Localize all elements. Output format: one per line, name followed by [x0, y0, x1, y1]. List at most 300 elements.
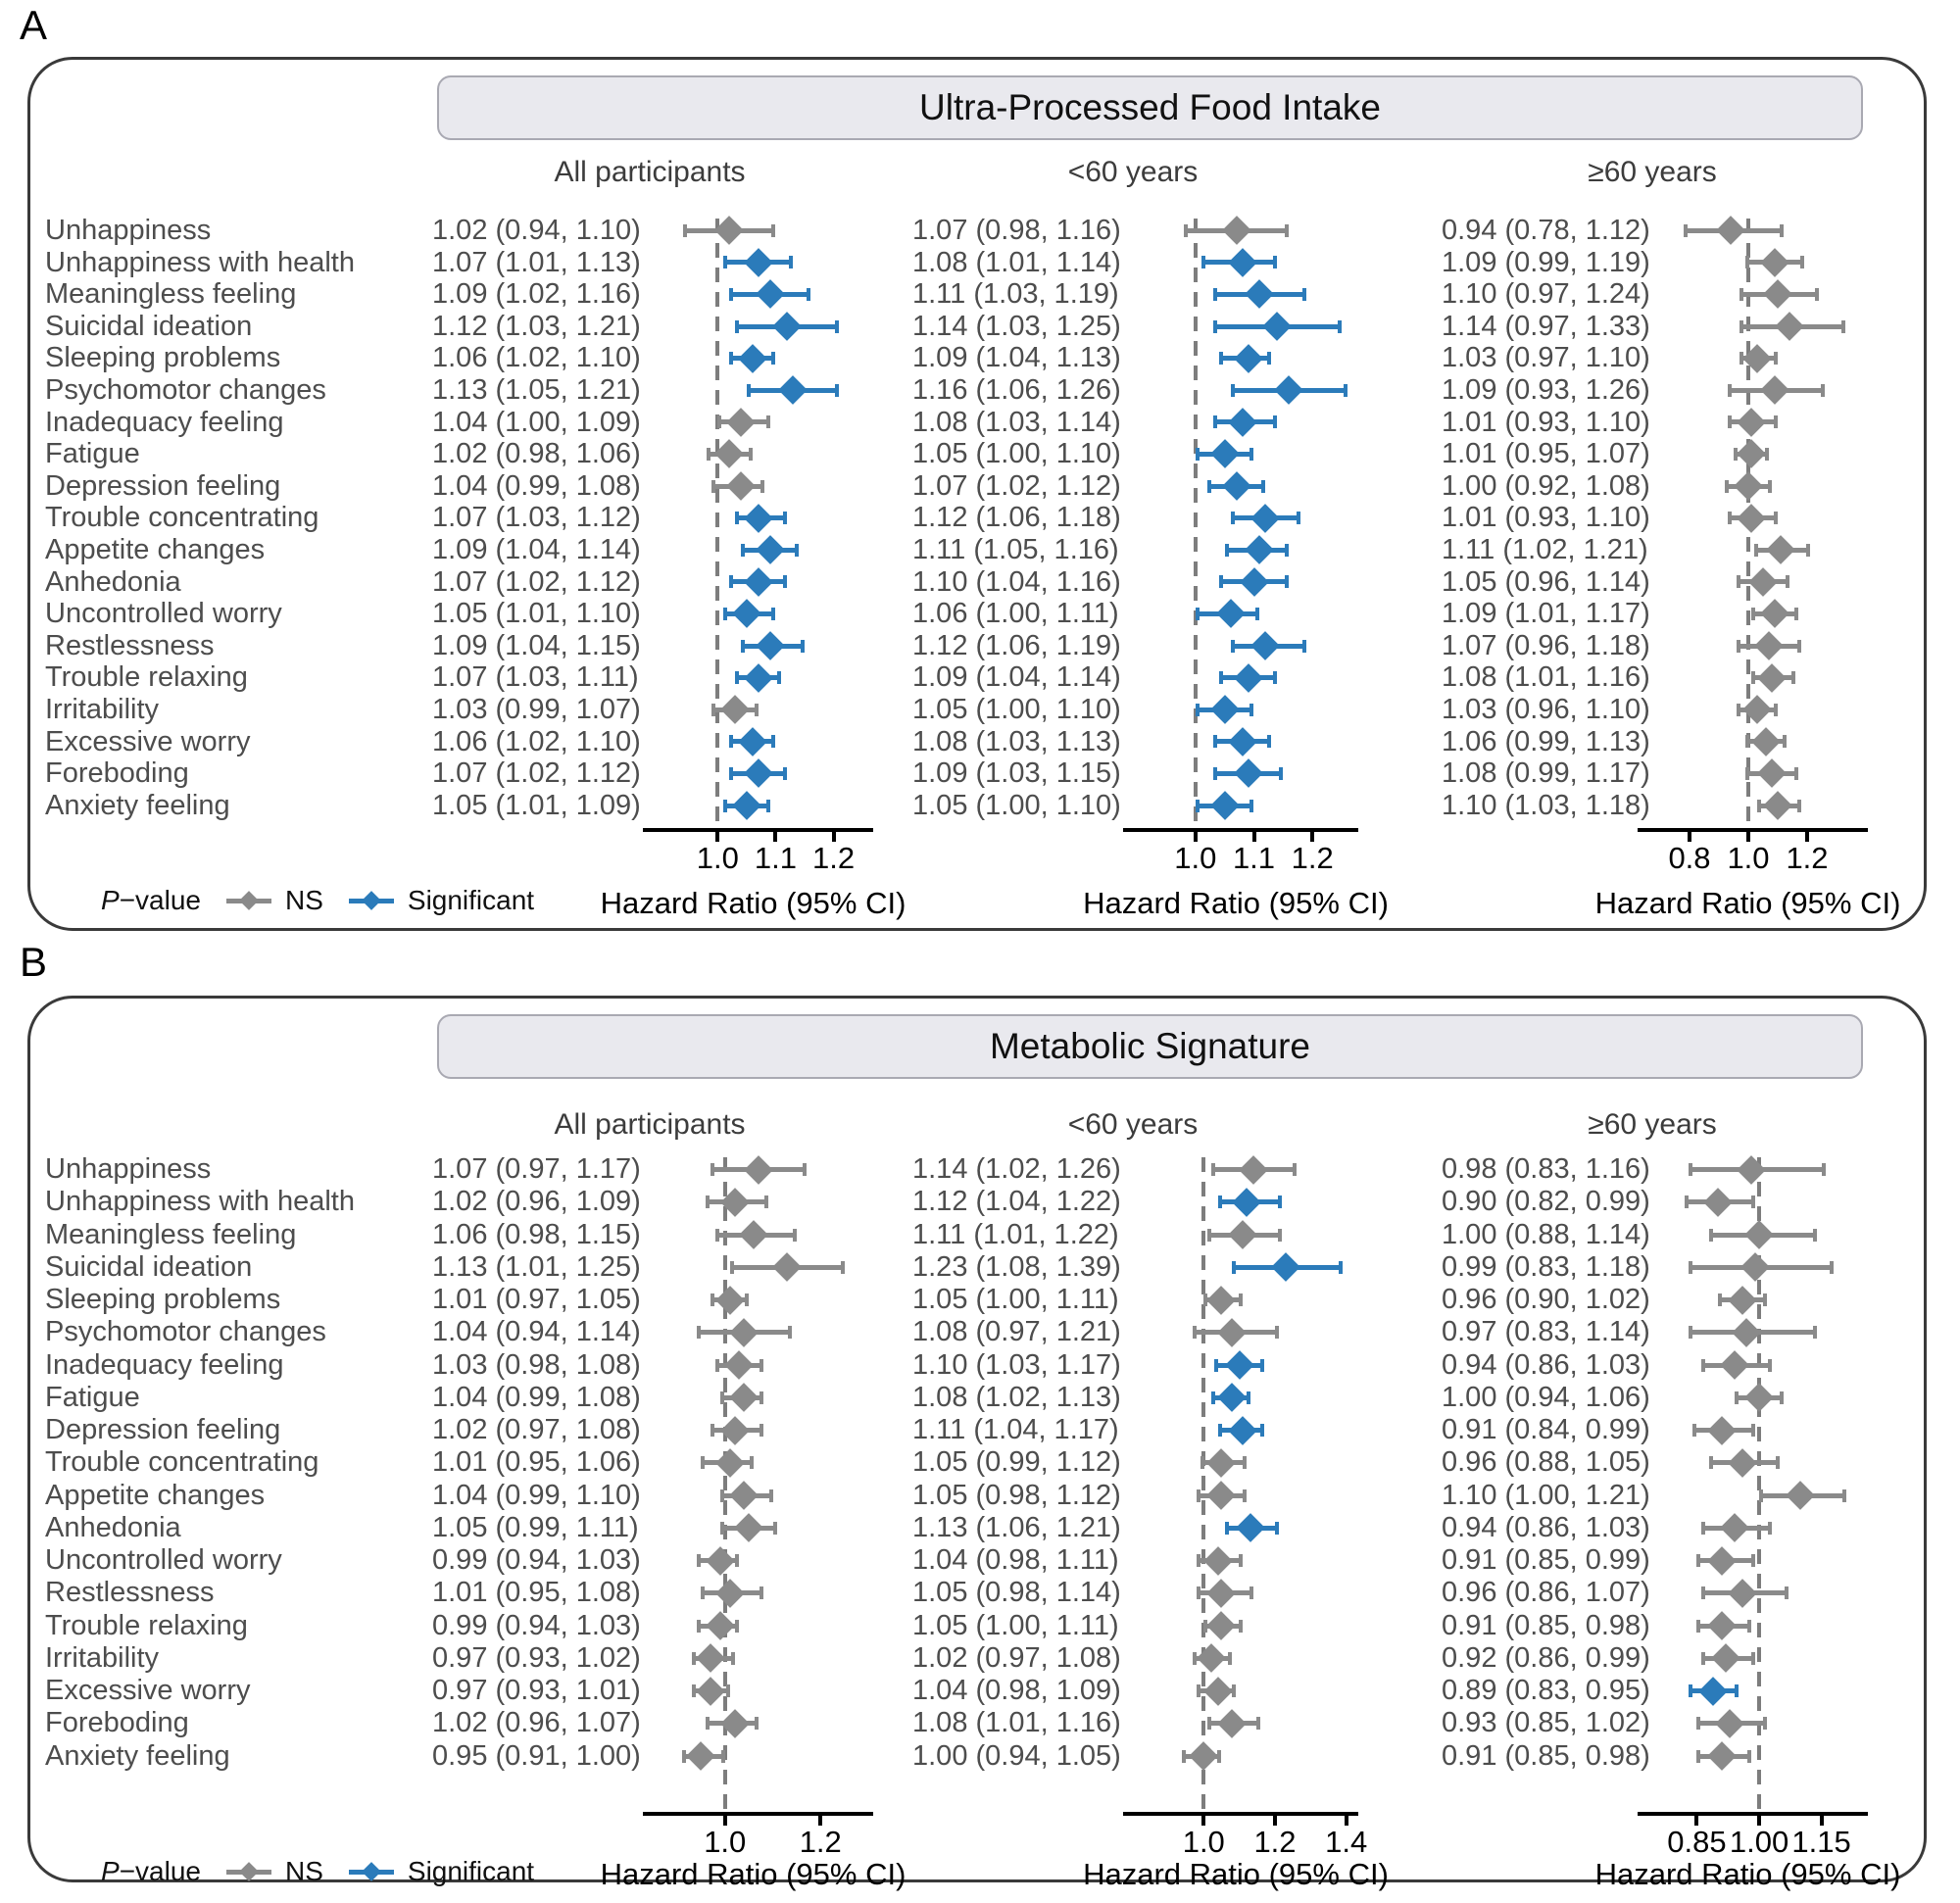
- forest-row-plot: [1157, 470, 1353, 503]
- forest-row-plot: [1157, 1153, 1353, 1186]
- point-diamond-ns: [1218, 1709, 1248, 1738]
- x-axis-line: [1123, 1812, 1358, 1816]
- row-label: Fatigue: [45, 438, 140, 470]
- x-axis-title: Hazard Ratio (95% CI): [1594, 886, 1901, 920]
- forest-row-plot: [677, 407, 868, 439]
- point-diamond-significant: [1228, 727, 1257, 756]
- point-diamond-significant: [1228, 1416, 1257, 1445]
- hr-ci-value: 1.01 (0.95, 1.08): [432, 1577, 641, 1609]
- pvalue-legend: [101, 1852, 534, 1891]
- forest-row-plot: [1672, 1707, 1863, 1739]
- row-label: Unhappiness: [45, 215, 212, 246]
- forest-row-plot: [1157, 215, 1353, 247]
- x-axis-line: [643, 828, 873, 832]
- forest-row-plot: [1157, 1284, 1353, 1316]
- hr-ci-value: 1.09 (1.03, 1.15): [912, 757, 1121, 790]
- forest-row-plot: [1157, 694, 1353, 726]
- hr-ci-value: 1.10 (1.03, 1.18): [1442, 789, 1650, 821]
- column-header: <60 years: [1067, 1108, 1199, 1141]
- forest-row-plot: [1672, 661, 1863, 694]
- row-label: Anxiety feeling: [45, 1739, 230, 1772]
- panel-letter-B: B: [20, 939, 48, 985]
- column-header: All participants: [554, 156, 746, 188]
- forest-row-plot: [1157, 566, 1353, 599]
- hr-ci-value: 1.08 (1.01, 1.16): [1442, 661, 1650, 694]
- point-diamond-ns: [1239, 1155, 1268, 1185]
- forest-row-plot: [1157, 1512, 1353, 1544]
- point-diamond-ns: [1757, 663, 1787, 693]
- legend-title-p: P: [101, 885, 120, 915]
- x-axis-tick-label: 1.0: [1174, 841, 1217, 875]
- hr-ci-value: 1.13 (1.01, 1.25): [432, 1250, 641, 1283]
- point-diamond-significant: [778, 375, 808, 405]
- hr-ci-value: 1.05 (1.00, 1.11): [912, 1609, 1119, 1641]
- forest-row-plot: [1672, 1610, 1863, 1642]
- hr-ci-value: 1.02 (0.96, 1.07): [432, 1707, 641, 1739]
- forest-row-plot: [677, 1610, 868, 1642]
- forest-row-plot: [677, 342, 868, 374]
- hr-ci-value: 1.04 (1.00, 1.09): [432, 406, 641, 438]
- hr-ci-value: 1.23 (1.08, 1.39): [912, 1250, 1121, 1283]
- hr-ci-value: 0.91 (0.85, 0.98): [1442, 1609, 1650, 1641]
- point-diamond-significant: [1232, 1188, 1261, 1217]
- hr-ci-value: 1.00 (0.94, 1.05): [912, 1739, 1121, 1772]
- forest-row-plot: [1157, 1349, 1353, 1382]
- point-diamond-ns: [1742, 344, 1772, 373]
- forest-row-plot: [1672, 438, 1863, 470]
- forest-row-plot: [1157, 1577, 1353, 1609]
- point-diamond-significant: [1225, 1350, 1254, 1380]
- forest-row-plot: [677, 247, 868, 279]
- point-diamond-ns: [1751, 727, 1781, 756]
- hr-ci-value: 1.09 (1.04, 1.13): [912, 342, 1121, 374]
- hr-ci-value: 1.04 (0.94, 1.14): [432, 1316, 641, 1348]
- point-diamond-significant: [1271, 1253, 1300, 1283]
- hr-ci-value: 1.05 (0.96, 1.14): [1442, 565, 1650, 598]
- forest-row-plot: [677, 1349, 868, 1382]
- point-diamond-ns: [715, 1448, 745, 1478]
- forest-row-plot: [1672, 1153, 1863, 1186]
- forest-row-plot: [1157, 342, 1353, 374]
- point-diamond-ns: [706, 1611, 735, 1640]
- forest-row-plot: [1672, 1349, 1863, 1382]
- point-diamond-ns: [706, 1546, 735, 1576]
- point-diamond-ns: [1207, 1448, 1237, 1478]
- forest-row-plot: [677, 790, 868, 822]
- hr-ci-value: 1.04 (0.99, 1.08): [432, 1381, 641, 1413]
- point-diamond-ns: [1760, 375, 1789, 405]
- row-label: Trouble relaxing: [45, 1609, 248, 1641]
- forest-row-plot: [677, 534, 868, 566]
- hr-ci-value: 1.07 (1.03, 1.11): [432, 661, 639, 694]
- point-diamond-significant: [1263, 312, 1293, 341]
- hr-ci-value: 1.08 (1.03, 1.13): [912, 725, 1121, 757]
- x-axis-tick-label: 1.4: [1325, 1825, 1368, 1859]
- hr-ci-value: 1.04 (0.99, 1.08): [432, 469, 641, 502]
- panel-B-box: [27, 996, 1927, 1891]
- point-diamond-ns: [1737, 1155, 1766, 1185]
- row-label: Uncontrolled worry: [45, 1544, 282, 1576]
- row-label: Irritability: [45, 1641, 160, 1674]
- hr-ci-value: 1.00 (0.92, 1.08): [1442, 469, 1650, 502]
- forest-row-plot: [1672, 1480, 1863, 1512]
- point-diamond-significant: [1228, 248, 1257, 277]
- point-diamond-ns: [1207, 1579, 1237, 1608]
- point-diamond-ns: [1763, 280, 1792, 310]
- x-axis-tick-label: 1.1: [1232, 841, 1276, 875]
- point-diamond-ns: [1775, 312, 1804, 341]
- point-diamond-significant: [756, 280, 785, 310]
- hr-ci-value: 0.96 (0.88, 1.05): [1442, 1446, 1650, 1479]
- row-label: Trouble relaxing: [45, 661, 248, 694]
- hr-ci-value: 1.08 (1.03, 1.14): [912, 406, 1121, 438]
- forest-row-plot: [1672, 374, 1863, 407]
- x-axis-line: [1638, 1812, 1868, 1816]
- row-label: Restlessness: [45, 1577, 215, 1609]
- hr-ci-value: 1.05 (0.98, 1.12): [912, 1479, 1121, 1511]
- point-diamond-ns: [1197, 1644, 1226, 1674]
- hr-ci-value: 1.08 (1.01, 1.16): [912, 1707, 1121, 1739]
- hr-ci-value: 1.05 (1.00, 1.11): [912, 1284, 1119, 1315]
- forest-row-plot: [1672, 502, 1863, 534]
- point-diamond-ns: [1734, 471, 1763, 501]
- forest-row-plot: [1157, 1610, 1353, 1642]
- hr-ci-value: 0.97 (0.93, 1.02): [432, 1641, 641, 1674]
- point-diamond-significant: [1274, 375, 1303, 405]
- point-diamond-ns: [720, 695, 750, 724]
- point-diamond-ns: [1744, 1220, 1774, 1249]
- forest-row-plot: [1672, 566, 1863, 599]
- forest-row-plot: [677, 598, 868, 630]
- x-axis-tick-label: 1.2: [799, 1825, 842, 1859]
- point-diamond-significant: [772, 312, 802, 341]
- row-label: Foreboding: [45, 757, 189, 790]
- hr-ci-value: 1.05 (1.00, 1.10): [912, 694, 1121, 725]
- row-label: Unhappiness with health: [45, 1186, 355, 1218]
- forest-row-plot: [677, 502, 868, 534]
- row-label: Psychomotor changes: [45, 374, 326, 406]
- hr-ci-value: 1.07 (0.98, 1.16): [912, 215, 1121, 246]
- hr-ci-value: 0.94 (0.78, 1.12): [1442, 215, 1650, 246]
- x-axis-tick-label: 1.00: [1729, 1825, 1789, 1859]
- forest-row-plot: [1672, 470, 1863, 503]
- row-label: Trouble concentrating: [45, 502, 319, 534]
- point-diamond-significant: [732, 791, 761, 820]
- row-label: Inadequacy feeling: [45, 1348, 284, 1381]
- point-diamond-ns: [1740, 1253, 1770, 1283]
- point-diamond-significant: [744, 663, 773, 693]
- row-label: Foreboding: [45, 1707, 189, 1739]
- forest-row-plot: [677, 757, 868, 790]
- forest-row-plot: [1157, 1219, 1353, 1251]
- row-label: Anhedonia: [45, 565, 181, 598]
- hr-ci-value: 1.09 (0.93, 1.26): [1442, 374, 1650, 406]
- significant-marker-diamond: [362, 1862, 381, 1881]
- hr-ci-value: 1.06 (1.02, 1.10): [432, 725, 641, 757]
- point-diamond-ns: [696, 1644, 725, 1674]
- point-diamond-ns: [1703, 1188, 1733, 1217]
- ns-marker-diamond: [239, 1862, 259, 1881]
- point-diamond-ns: [1222, 216, 1251, 245]
- point-diamond-ns: [1707, 1741, 1737, 1771]
- hr-ci-value: 1.13 (1.06, 1.21): [912, 1511, 1121, 1543]
- forest-row-plot: [1672, 407, 1863, 439]
- point-diamond-ns: [1707, 1546, 1737, 1576]
- hr-ci-value: 1.04 (0.98, 1.11): [912, 1544, 1119, 1576]
- hr-ci-value: 1.00 (0.94, 1.06): [1442, 1381, 1650, 1413]
- forest-row-plot: [1157, 726, 1353, 758]
- point-diamond-significant: [1240, 567, 1269, 597]
- hr-ci-value: 1.01 (0.93, 1.10): [1442, 406, 1650, 438]
- forest-row-plot: [677, 1512, 868, 1544]
- forest-row-plot: [1157, 278, 1353, 311]
- hr-ci-value: 0.96 (0.90, 1.02): [1442, 1284, 1650, 1315]
- point-diamond-significant: [1699, 1677, 1729, 1706]
- point-diamond-ns: [734, 1514, 763, 1543]
- point-diamond-ns: [696, 1677, 725, 1706]
- hr-ci-value: 1.09 (1.02, 1.16): [432, 278, 641, 311]
- forest-row-plot: [677, 1577, 868, 1609]
- forest-row-plot: [677, 1740, 868, 1773]
- hr-ci-value: 0.90 (0.82, 0.99): [1442, 1186, 1650, 1218]
- point-diamond-ns: [1737, 408, 1766, 437]
- row-label: Trouble concentrating: [45, 1446, 319, 1479]
- forest-row-plot: [1157, 1642, 1353, 1675]
- forest-row-plot: [1157, 1316, 1353, 1348]
- column-header: ≥60 years: [1588, 156, 1717, 188]
- x-axis-tick-label: 0.8: [1668, 841, 1711, 875]
- point-diamond-ns: [1742, 695, 1772, 724]
- hr-ci-value: 1.05 (0.99, 1.12): [912, 1446, 1121, 1479]
- forest-row-plot: [1672, 1251, 1863, 1284]
- x-axis-tick-label: 1.2: [1253, 1825, 1297, 1859]
- hr-ci-value: 1.11 (1.05, 1.16): [912, 534, 1119, 565]
- point-diamond-ns: [1707, 1416, 1737, 1445]
- point-diamond-ns: [725, 1350, 755, 1380]
- row-label: Sleeping problems: [45, 342, 281, 374]
- hr-ci-value: 1.14 (0.97, 1.33): [1442, 310, 1650, 342]
- forest-row-plot: [1157, 407, 1353, 439]
- hr-ci-value: 1.01 (0.93, 1.10): [1442, 502, 1650, 534]
- forest-row-plot: [1157, 1480, 1353, 1512]
- point-diamond-ns: [1720, 1514, 1749, 1543]
- hr-ci-value: 1.06 (1.02, 1.10): [432, 342, 641, 374]
- point-diamond-significant: [744, 504, 773, 533]
- panel-title: Ultra-Processed Food Intake: [437, 75, 1863, 140]
- forest-row-plot: [1157, 790, 1353, 822]
- point-diamond-ns: [1728, 1579, 1757, 1608]
- x-axis-tick-label: 1.2: [1291, 841, 1334, 875]
- forest-row-plot: [1672, 1316, 1863, 1348]
- hr-ci-value: 1.05 (0.98, 1.14): [912, 1577, 1121, 1609]
- hr-ci-value: 1.07 (1.02, 1.12): [432, 565, 641, 598]
- point-diamond-significant: [1251, 504, 1281, 533]
- point-diamond-significant: [1210, 440, 1240, 469]
- forest-row-plot: [1672, 534, 1863, 566]
- pvalue-legend: [101, 881, 534, 920]
- hr-ci-value: 1.11 (1.01, 1.22): [912, 1218, 1119, 1250]
- x-axis-title: Hazard Ratio (95% CI): [1083, 886, 1389, 920]
- hr-ci-value: 1.08 (0.97, 1.21): [912, 1316, 1121, 1348]
- x-axis-line: [1638, 828, 1868, 832]
- hr-ci-value: 0.97 (0.93, 1.01): [432, 1675, 641, 1706]
- hr-ci-value: 0.91 (0.84, 0.99): [1442, 1414, 1650, 1445]
- significant-marker-diamond: [362, 891, 381, 910]
- significant-marker-icon: [349, 1861, 394, 1882]
- row-label: Meaningless feeling: [45, 1218, 297, 1250]
- hr-ci-value: 0.97 (0.83, 1.14): [1442, 1316, 1650, 1348]
- point-diamond-ns: [715, 1286, 745, 1315]
- hr-ci-value: 1.14 (1.03, 1.25): [912, 310, 1121, 342]
- point-diamond-ns: [1728, 1286, 1757, 1315]
- point-diamond-ns: [1757, 759, 1787, 789]
- forest-row-plot: [1672, 1642, 1863, 1675]
- row-label: Excessive worry: [45, 1675, 251, 1706]
- hr-ci-value: 1.09 (1.04, 1.14): [432, 534, 641, 565]
- point-diamond-ns: [739, 1220, 768, 1249]
- point-diamond-significant: [1234, 759, 1263, 789]
- forest-row-plot: [1672, 1675, 1863, 1707]
- hr-ci-value: 1.10 (1.03, 1.17): [912, 1348, 1121, 1381]
- point-diamond-significant: [756, 535, 785, 564]
- hr-ci-value: 1.06 (0.99, 1.13): [1442, 725, 1650, 757]
- forest-row-plot: [1672, 311, 1863, 343]
- hr-ci-value: 1.00 (0.88, 1.14): [1442, 1218, 1650, 1250]
- hr-ci-value: 1.06 (1.00, 1.11): [912, 598, 1119, 630]
- forest-row-plot: [1672, 1382, 1863, 1414]
- forest-row-plot: [1672, 1740, 1863, 1773]
- legend-title-p: P: [101, 1856, 120, 1886]
- hr-ci-value: 1.02 (0.97, 1.08): [432, 1414, 641, 1445]
- forest-row-plot: [1672, 1414, 1863, 1446]
- hr-ci-value: 1.03 (0.96, 1.10): [1442, 694, 1650, 725]
- point-diamond-ns: [1720, 1350, 1749, 1380]
- point-diamond-ns: [720, 1709, 750, 1738]
- hr-ci-value: 1.14 (1.02, 1.26): [912, 1153, 1121, 1185]
- forest-row-plot: [1157, 1707, 1353, 1739]
- point-diamond-ns: [1766, 535, 1795, 564]
- hr-ci-value: 0.96 (0.86, 1.07): [1442, 1577, 1650, 1609]
- legend-significant-label: Significant: [407, 885, 535, 915]
- hr-ci-value: 1.07 (1.02, 1.12): [912, 469, 1121, 502]
- forest-row-plot: [1157, 630, 1353, 662]
- row-label: Suicidal ideation: [45, 1250, 253, 1283]
- hr-ci-value: 0.98 (0.83, 1.16): [1442, 1153, 1650, 1185]
- x-axis-tick-label: 1.0: [1727, 841, 1770, 875]
- forest-row-plot: [1157, 1740, 1353, 1773]
- legend-significant-label: Significant: [407, 1856, 535, 1886]
- hr-ci-value: 1.10 (1.04, 1.16): [912, 565, 1121, 598]
- forest-row-plot: [1672, 1577, 1863, 1609]
- hr-ci-value: 0.99 (0.83, 1.18): [1442, 1250, 1650, 1283]
- forest-row-plot: [1672, 342, 1863, 374]
- point-diamond-ns: [1715, 1709, 1744, 1738]
- point-diamond-ns: [720, 1188, 750, 1217]
- point-diamond-ns: [772, 1253, 802, 1283]
- forest-row-plot: [1157, 1414, 1353, 1446]
- point-diamond-significant: [1216, 600, 1246, 629]
- x-axis-tick-label: 1.0: [704, 1825, 747, 1859]
- hr-ci-value: 1.07 (1.03, 1.12): [432, 502, 641, 534]
- row-label: Psychomotor changes: [45, 1316, 326, 1348]
- hr-ci-value: 1.01 (0.95, 1.06): [432, 1446, 641, 1479]
- point-diamond-ns: [1711, 1644, 1740, 1674]
- hr-ci-value: 1.12 (1.04, 1.22): [912, 1186, 1121, 1218]
- column-header: All participants: [554, 1108, 746, 1141]
- hr-ci-value: 0.99 (0.94, 1.03): [432, 1609, 641, 1641]
- x-axis-tick-label: 1.15: [1791, 1825, 1851, 1859]
- row-label: Excessive worry: [45, 725, 251, 757]
- point-diamond-ns: [1707, 1611, 1737, 1640]
- forest-row-plot: [1672, 1284, 1863, 1316]
- point-diamond-significant: [738, 727, 767, 756]
- forest-row-plot: [677, 566, 868, 599]
- hr-ci-value: 0.93 (0.85, 1.02): [1442, 1707, 1650, 1739]
- hr-ci-value: 1.10 (1.00, 1.21): [1442, 1479, 1650, 1511]
- forest-row-plot: [1157, 1675, 1353, 1707]
- hr-ci-value: 1.01 (0.97, 1.05): [432, 1284, 641, 1315]
- point-diamond-ns: [715, 1579, 745, 1608]
- point-diamond-significant: [1228, 408, 1257, 437]
- point-diamond-significant: [732, 600, 761, 629]
- forest-row-plot: [1672, 694, 1863, 726]
- forest-row-plot: [1672, 1186, 1863, 1218]
- row-label: Inadequacy feeling: [45, 406, 284, 438]
- point-diamond-significant: [744, 567, 773, 597]
- forest-row-plot: [677, 374, 868, 407]
- hr-ci-value: 1.05 (1.00, 1.10): [912, 438, 1121, 470]
- hr-ci-value: 0.91 (0.85, 0.98): [1442, 1739, 1650, 1772]
- hr-ci-value: 1.12 (1.06, 1.18): [912, 502, 1121, 534]
- row-label: Unhappiness: [45, 1153, 212, 1185]
- x-axis-line: [1123, 828, 1358, 832]
- row-label: Depression feeling: [45, 469, 281, 502]
- forest-row-plot: [1672, 278, 1863, 311]
- forest-row-plot: [677, 1446, 868, 1479]
- point-diamond-ns: [726, 408, 756, 437]
- hr-ci-value: 0.91 (0.85, 0.99): [1442, 1544, 1650, 1576]
- point-diamond-ns: [1748, 567, 1778, 597]
- point-diamond-ns: [1716, 216, 1745, 245]
- point-diamond-significant: [1236, 1514, 1265, 1543]
- point-diamond-ns: [1228, 1220, 1257, 1249]
- hr-ci-value: 1.12 (1.03, 1.21): [432, 310, 641, 342]
- ns-marker-icon: [226, 1861, 271, 1882]
- point-diamond-significant: [1210, 791, 1240, 820]
- point-diamond-ns: [1207, 1481, 1237, 1510]
- hr-ci-value: 1.06 (0.98, 1.15): [432, 1218, 641, 1250]
- forest-row-plot: [677, 278, 868, 311]
- hr-ci-value: 1.02 (0.98, 1.06): [432, 438, 641, 470]
- row-label: Anhedonia: [45, 1511, 181, 1543]
- row-label: Appetite changes: [45, 1479, 266, 1511]
- point-diamond-ns: [687, 1741, 716, 1771]
- x-axis-title: Hazard Ratio (95% CI): [600, 1857, 906, 1891]
- forest-row-plot: [677, 1642, 868, 1675]
- point-diamond-significant: [744, 759, 773, 789]
- forest-row-plot: [1157, 1446, 1353, 1479]
- point-diamond-ns: [1203, 1677, 1233, 1706]
- legend-title-rest: −value: [119, 1856, 201, 1886]
- hr-ci-value: 1.12 (1.06, 1.19): [912, 629, 1121, 661]
- forest-row-plot: [677, 215, 868, 247]
- hr-ci-value: 1.09 (1.04, 1.14): [912, 661, 1121, 694]
- x-axis-tick-label: 1.0: [696, 841, 739, 875]
- forest-row-plot: [1157, 438, 1353, 470]
- forest-row-plot: [1672, 598, 1863, 630]
- forest-row-plot: [677, 661, 868, 694]
- significant-marker-icon: [349, 890, 394, 911]
